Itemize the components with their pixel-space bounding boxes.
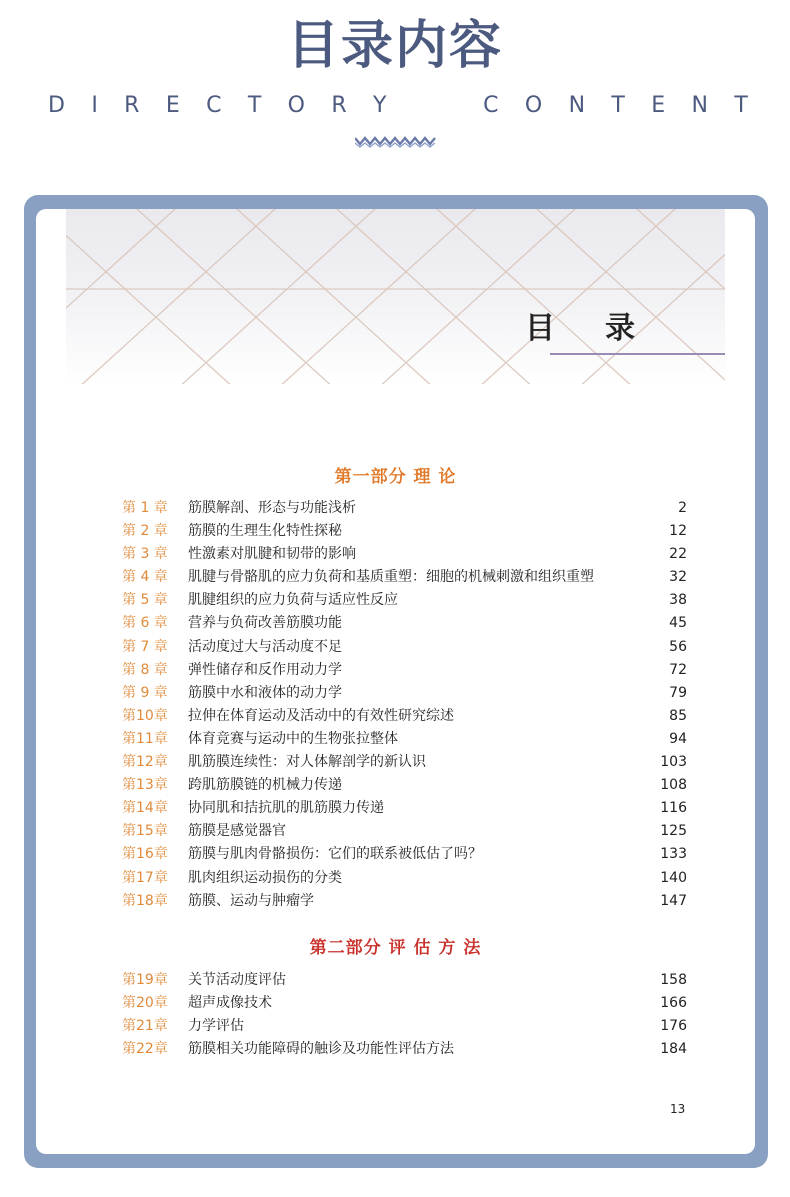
part-2-toc (122, 969, 687, 1061)
toc-entry[interactable] (122, 797, 687, 820)
chapter-title: 营养与负荷改善筋膜功能 (188, 615, 342, 632)
part-1-toc (122, 497, 687, 913)
chapter-title: 肌筋膜连续性：对人体解剖学的新认识 (188, 754, 426, 771)
chapter-page: 79 (669, 684, 687, 701)
chapter-number: 第16章 (122, 846, 168, 863)
chapter-title: 筋膜解剖、形态与功能浅析 (188, 500, 356, 516)
chapter-title: 协同肌和拮抗肌的肌筋膜力传递 (188, 800, 384, 817)
subtitle-letter: E (651, 93, 666, 118)
page-number: 13 (670, 1102, 686, 1116)
chapter-title: 体育竞赛与运动中的生物张拉整体 (188, 730, 398, 747)
chapter-title: 活动度过大与活动度不足 (188, 638, 342, 655)
chapter-page: 158 (660, 972, 687, 988)
subtitle-letter: Y (372, 93, 387, 118)
chapter-title: 肌腱组织的应力负荷与适应性反应 (188, 592, 398, 609)
chapter-page: 166 (660, 995, 687, 1012)
chapter-page: 147 (660, 892, 687, 909)
chapter-page: 116 (660, 800, 687, 817)
chapter-page: 85 (669, 707, 687, 724)
chapter-page: 45 (669, 615, 687, 632)
chapter-number: 第13章 (122, 777, 168, 794)
chapter-page: 94 (669, 730, 687, 747)
subtitle-letter: O (524, 93, 543, 118)
chapter-number: 第 6 章 (122, 615, 168, 632)
toc-entry[interactable] (122, 728, 687, 751)
toc-entry[interactable] (122, 890, 687, 913)
directory-title: 目录内容 (286, 16, 503, 76)
directory-subtitle (48, 92, 748, 120)
toc-entry[interactable] (122, 543, 687, 566)
toc-entry[interactable] (122, 589, 687, 612)
chapter-number: 第11章 (122, 730, 168, 747)
chapter-page: 140 (660, 869, 687, 886)
chapter-title: 力学评估 (188, 1018, 244, 1035)
chapter-number: 第12章 (122, 754, 168, 771)
subtitle-letter: T (247, 93, 262, 118)
toc-entry[interactable] (122, 1015, 687, 1038)
subtitle-letter: C (206, 93, 222, 118)
toc-entry[interactable] (122, 774, 687, 797)
chapter-page: 108 (660, 777, 687, 794)
chapter-title: 性激素对肌腱和韧带的影响 (188, 546, 356, 563)
chapter-page: 22 (669, 546, 687, 563)
toc-entry[interactable] (122, 566, 687, 589)
chapter-page: 32 (669, 569, 687, 586)
subtitle-letter: I (91, 93, 98, 118)
subtitle-letter: D (48, 93, 65, 118)
toc-entry[interactable] (122, 843, 687, 866)
chapter-page: 72 (669, 661, 687, 678)
chapter-number: 第20章 (122, 995, 168, 1012)
chapter-page: 103 (660, 754, 687, 771)
chapter-number: 第17章 (122, 869, 168, 886)
chapter-title: 筋膜与肌肉骨骼损伤：它们的联系被低估了吗？ (188, 846, 482, 863)
chapter-title: 筋膜的生理生化特性探秘 (188, 523, 342, 540)
chapter-title: 弹性储存和反作用动力学 (188, 661, 342, 678)
toc-entry[interactable] (122, 612, 687, 635)
banner (66, 209, 725, 384)
zigzag-ornament (355, 134, 437, 148)
chapter-number: 第 5 章 (122, 592, 168, 609)
subtitle-letter: C (483, 93, 499, 118)
banner-title: 目录 (525, 311, 685, 346)
chapter-number: 第22章 (122, 1041, 168, 1058)
subtitle-letter: T (734, 93, 748, 118)
chapter-number: 第 1 章 (122, 500, 168, 516)
chapter-number: 第 9 章 (122, 684, 168, 701)
chapter-page: 184 (660, 1041, 687, 1058)
chapter-title: 关节活动度评估 (188, 972, 286, 988)
chapter-number: 第21章 (122, 1018, 168, 1035)
subtitle-letter: E (165, 93, 180, 118)
toc-entry[interactable] (122, 682, 687, 705)
chapter-title: 超声成像技术 (188, 995, 272, 1012)
subtitle-gap (413, 92, 457, 120)
chapter-number: 第18章 (122, 892, 168, 909)
chapter-page: 125 (660, 823, 687, 840)
chapter-page: 12 (669, 523, 687, 540)
toc-entry[interactable] (122, 820, 687, 843)
chapter-page: 133 (660, 846, 687, 863)
triangle-pattern (66, 209, 725, 384)
chapter-number: 第 4 章 (122, 569, 168, 586)
toc-entry[interactable] (122, 969, 687, 992)
chapter-number: 第 2 章 (122, 523, 168, 540)
toc-entry[interactable] (122, 705, 687, 728)
subtitle-letter: R (124, 93, 140, 118)
chapter-title: 肌肉组织运动损伤的分类 (188, 869, 342, 886)
chapter-number: 第15章 (122, 823, 168, 840)
toc-entry[interactable] (122, 1038, 687, 1061)
toc-entry[interactable] (122, 867, 687, 890)
chapter-title: 肌腱与骨骼肌的应力负荷和基质重塑：细胞的机械刺激和组织重塑 (188, 569, 594, 586)
chapter-title: 跨肌筋膜链的机械力传递 (188, 777, 342, 794)
toc-entry[interactable] (122, 520, 687, 543)
part-1-title: 第一部分 理 论 (334, 467, 457, 487)
chapter-title: 拉伸在体育运动及活动中的有效性研究综述 (188, 707, 454, 724)
chapter-number: 第 7 章 (122, 638, 168, 655)
toc-entry[interactable] (122, 636, 687, 659)
chapter-page: 2 (678, 500, 687, 516)
toc-entry[interactable] (122, 751, 687, 774)
chapter-title: 筋膜是感觉器官 (188, 823, 286, 840)
chapter-title: 筋膜相关功能障碍的触诊及功能性评估方法 (188, 1041, 454, 1058)
chapter-number: 第 3 章 (122, 546, 168, 563)
book-page (36, 209, 755, 1154)
banner-underline (550, 353, 725, 355)
part-2-title: 第二部分 评 估 方 法 (309, 938, 482, 958)
chapter-number: 第14章 (122, 800, 168, 817)
chapter-page: 56 (669, 638, 687, 655)
subtitle-letter: N (568, 93, 586, 118)
chapter-page: 176 (660, 1018, 687, 1035)
chapter-title: 筋膜、运动与肿瘤学 (188, 892, 314, 909)
chapter-title: 筋膜中水和液体的动力学 (188, 684, 342, 701)
subtitle-letter: R (331, 93, 347, 118)
chapter-number: 第 8 章 (122, 661, 168, 678)
chapter-number: 第19章 (122, 972, 168, 988)
subtitle-letter: T (611, 93, 625, 118)
subtitle-letter: O (287, 93, 305, 118)
chapter-number: 第10章 (122, 707, 168, 724)
toc-entry[interactable] (122, 992, 687, 1015)
subtitle-letter: N (691, 93, 708, 118)
chapter-page: 38 (669, 592, 687, 609)
toc-entry[interactable] (122, 659, 687, 682)
toc-entry[interactable] (122, 497, 687, 520)
